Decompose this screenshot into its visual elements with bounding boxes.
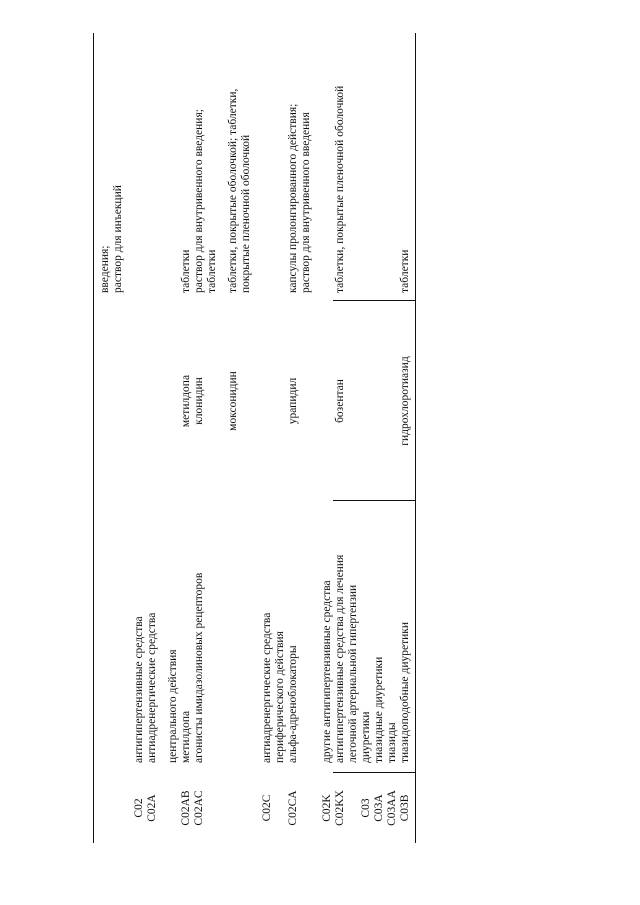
table-cell-description: агонисты имидазолиновых рецепторов	[193, 572, 205, 763]
table-cell-code: C02KX	[334, 790, 346, 826]
table-cell-code: C03	[360, 798, 372, 818]
table-cell-description: тиазиды	[386, 722, 398, 763]
table-cell-form: капсулы пролонгированного действия;	[287, 103, 299, 293]
table-cell-description: диуретики	[360, 711, 372, 763]
table-cell-drug: метилдопа	[180, 374, 192, 428]
table-cell-form: покрытые пленочной оболочкой	[240, 134, 252, 293]
table-top-rule	[93, 33, 94, 843]
table-cell-code: C02CA	[287, 790, 299, 826]
table-cell-code: C02AB	[180, 790, 192, 826]
table-cell-code: C02A	[146, 794, 158, 822]
table-cell-drug: урапидил	[287, 377, 299, 425]
form-continuation-2: раствор для инъекций	[112, 185, 124, 293]
table-cell-form: таблетки	[399, 249, 411, 293]
table-cell-description: тиазидоподобные диуретики	[399, 622, 411, 763]
table-cell-description: периферического действия	[274, 631, 286, 763]
rotated-table	[93, 33, 415, 843]
table-cell-form: таблетки	[206, 249, 218, 293]
table-cell-description: другие антигипертензивные средства	[321, 580, 333, 763]
table-cell-description: антиадренергические средства	[146, 612, 158, 763]
table-cell-description: антиадренергические средства	[261, 612, 273, 763]
table-cell-code: C02AC	[193, 790, 205, 826]
table-cell-description: тиазидные диуретики	[373, 656, 385, 763]
table-cell-code: C03A	[373, 794, 385, 822]
table-cell-drug: моксонидин	[227, 371, 239, 431]
table-cell-description: легочной артериальной гипертензии	[347, 584, 359, 763]
table-cell-description: центрального действия	[167, 649, 179, 763]
table-cell-description: альфа-адреноблокаторы	[287, 645, 299, 763]
table-cell-form: раствор для внутривенного введения	[300, 112, 312, 293]
table-cell-form: таблетки, покрытые пленочной оболочкой	[334, 85, 346, 293]
table-cell-code: C02C	[261, 794, 273, 822]
table-cell-description: антигипертензивные средства для лечения	[334, 554, 346, 763]
table-cell-description: антигипертензивные средства	[133, 616, 145, 763]
table-cell-form: таблетки, покрытые оболочкой; таблетки,	[227, 88, 239, 293]
table-cell-drug: клонидин	[193, 377, 205, 425]
table-cell-code: C03B	[399, 794, 411, 822]
table-cell-form: раствор для внутривенного введения;	[193, 109, 205, 293]
table-cell-code: C02K	[321, 794, 333, 822]
table-cell-code: C03AA	[386, 790, 398, 826]
table-cell-description: метилдопа	[180, 710, 192, 763]
table-cell-form: таблетки	[180, 249, 192, 293]
table-bottom-rule	[415, 33, 416, 843]
table-cell-drug: гидрохлоротиазид	[399, 356, 411, 446]
form-continuation-1: введения;	[99, 245, 111, 293]
table-cell-drug: бозентан	[334, 379, 346, 423]
table-cell-code: C02	[133, 798, 145, 818]
